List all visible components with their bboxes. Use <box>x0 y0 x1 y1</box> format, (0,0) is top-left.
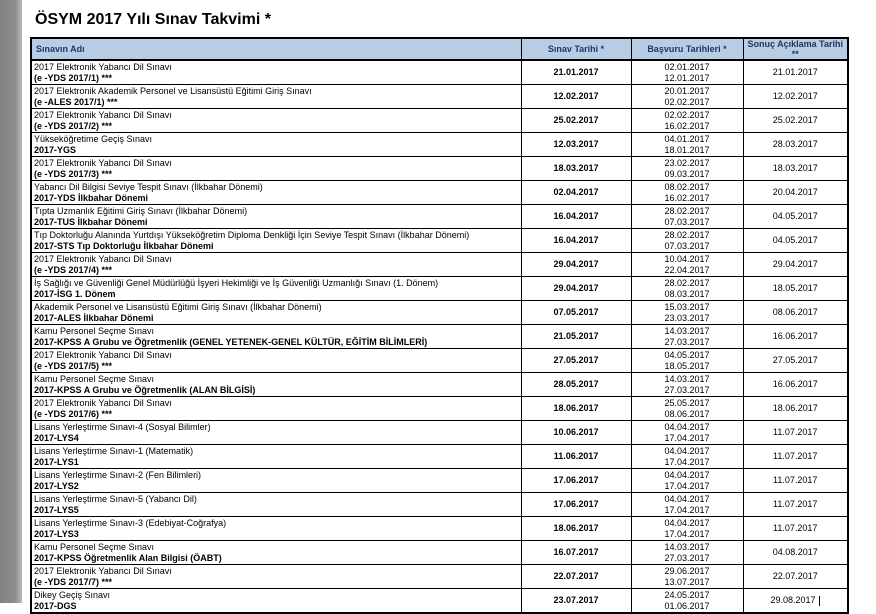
result-date: 22.07.2017 <box>772 571 818 582</box>
exam-name: Akademik Personel ve Lisansüstü Eğitimi Giriş Sınavı (İlkbahar Dönemi) <box>34 302 322 312</box>
application-start-date: 04.01.2017 <box>664 134 710 144</box>
window-left-edge <box>0 0 22 603</box>
exam-schedule-row <box>31 133 848 157</box>
exam-schedule-row <box>31 397 848 421</box>
exam-name-cell <box>31 60 521 85</box>
application-start-date: 14.03.2017 <box>664 374 710 384</box>
column-header-exam-date: Sınav Tarihi * <box>521 38 631 60</box>
exam-code: 2017-LYS3 <box>34 528 79 539</box>
application-end-date: 08.06.2017 <box>664 408 710 419</box>
application-dates-cell <box>631 517 743 541</box>
exam-date-cell: 29.04.2017 <box>521 277 631 301</box>
exam-schedule-row <box>31 541 848 565</box>
exam-code: (e -YDS 2017/4) *** <box>34 264 113 275</box>
application-start-date: 24.05.2017 <box>664 590 710 600</box>
application-dates-cell <box>631 109 743 133</box>
result-date: 18.05.2017 <box>772 283 818 294</box>
exam-code: (e -YDS 2017/5) *** <box>34 360 113 371</box>
result-date: 11.07.2017 <box>773 499 818 510</box>
exam-name: 2017 Elektronik Yabancı Dil Sınavı <box>34 254 172 264</box>
result-date: 11.07.2017 <box>773 427 818 438</box>
exam-name-cell <box>31 85 521 109</box>
application-end-date: 27.03.2017 <box>664 336 710 347</box>
application-dates-cell <box>631 181 743 205</box>
exam-schedule-row <box>31 85 848 109</box>
exam-date-cell: 21.01.2017 <box>521 60 631 85</box>
exam-name: Tıp Doktorluğu Alanında Yurtdışı Yükseköğretim Diploma Denkliği İçin Seviye Tespit Sınavı (İlkbahar Dönemi) <box>34 230 470 240</box>
exam-schedule-row <box>31 325 848 349</box>
exam-name: Lisans Yerleştirme Sınavı-4 (Sosyal Bilimler) <box>34 422 211 432</box>
result-date: 08.06.2017 <box>772 307 818 318</box>
exam-schedule-row <box>31 109 848 133</box>
exam-name: 2017 Elektronik Yabancı Dil Sınavı <box>34 62 172 72</box>
exam-name-cell <box>31 205 521 229</box>
result-date-cell <box>743 157 848 181</box>
result-date: 11.07.2017 <box>773 475 818 486</box>
exam-date-cell: 17.06.2017 <box>521 469 631 493</box>
result-date-cell <box>743 277 848 301</box>
exam-name: 2017 Elektronik Akademik Personel ve Lisansüstü Eğitimi Giriş Sınavı <box>34 86 312 96</box>
exam-schedule-row <box>31 301 848 325</box>
application-dates-cell <box>631 325 743 349</box>
application-end-date: 12.01.2017 <box>664 72 710 83</box>
exam-name-cell <box>31 277 521 301</box>
exam-name-cell <box>31 373 521 397</box>
exam-name: Kamu Personel Seçme Sınavı <box>34 542 155 552</box>
application-end-date: 27.03.2017 <box>664 384 710 395</box>
exam-date-cell: 17.06.2017 <box>521 493 631 517</box>
result-date-cell <box>743 493 848 517</box>
exam-date-cell: 28.05.2017 <box>521 373 631 397</box>
result-date: 20.04.2017 <box>772 187 818 198</box>
application-end-date: 18.01.2017 <box>664 144 710 155</box>
exam-code: 2017-DGS <box>34 600 77 611</box>
application-end-date: 08.03.2017 <box>664 288 710 299</box>
exam-schedule-row <box>31 469 848 493</box>
exam-code: 2017-ALES İlkbahar Dönemi <box>34 312 154 323</box>
application-start-date: 23.02.2017 <box>664 158 710 168</box>
exam-name: İş Sağlığı ve Güvenliği Genel Müdürlüğü İşyeri Hekimliği ve İş Güvenliği Uzmanlığı Sınavı (1. Dönem) <box>34 278 439 288</box>
exam-date-cell: 22.07.2017 <box>521 565 631 589</box>
exam-schedule-row <box>31 565 848 589</box>
exam-code: 2017-LYS2 <box>34 480 79 491</box>
result-date: 16.06.2017 <box>772 379 818 390</box>
application-end-date: 22.04.2017 <box>664 264 710 275</box>
application-start-date: 04.05.2017 <box>664 350 710 360</box>
exam-code: 2017-STS Tıp Doktorluğu İlkbahar Dönemi <box>34 240 214 251</box>
result-date-cell <box>743 589 848 614</box>
exam-schedule-row <box>31 373 848 397</box>
application-dates-cell <box>631 469 743 493</box>
exam-code: 2017-KPSS A Grubu ve Öğretmenlik (GENEL YETENEK-GENEL KÜLTÜR, EĞİTİM BİLİMLERİ) <box>34 336 428 347</box>
exam-name: Kamu Personel Seçme Sınavı <box>34 326 155 336</box>
exam-date-cell: 12.02.2017 <box>521 85 631 109</box>
application-start-date: 02.02.2017 <box>664 110 710 120</box>
application-end-date: 17.04.2017 <box>664 528 710 539</box>
exam-date-cell: 10.06.2017 <box>521 421 631 445</box>
result-date-cell <box>743 301 848 325</box>
result-date: 18.06.2017 <box>772 403 818 414</box>
application-dates-cell <box>631 421 743 445</box>
exam-schedule-row <box>31 589 848 614</box>
application-end-date: 09.03.2017 <box>664 168 710 179</box>
application-start-date: 04.04.2017 <box>664 470 710 480</box>
exam-date-cell: 16.04.2017 <box>521 229 631 253</box>
result-date: 04.05.2017 <box>772 235 818 246</box>
application-start-date: 14.03.2017 <box>664 326 710 336</box>
exam-date-cell: 07.05.2017 <box>521 301 631 325</box>
exam-schedule-row <box>31 421 848 445</box>
result-date-cell <box>743 181 848 205</box>
table-header-row <box>31 38 848 60</box>
application-start-date: 25.05.2017 <box>664 398 710 408</box>
exam-code: (e -YDS 2017/6) *** <box>34 408 113 419</box>
result-date-cell <box>743 133 848 157</box>
result-date-cell <box>743 60 848 85</box>
result-date: 04.08.2017 <box>772 547 818 558</box>
exam-name: Yükseköğretime Geçiş Sınavı <box>34 134 153 144</box>
exam-name: Kamu Personel Seçme Sınavı <box>34 374 155 384</box>
exam-code: 2017-YDS İlkbahar Dönemi <box>34 192 149 203</box>
exam-date-cell: 12.03.2017 <box>521 133 631 157</box>
exam-date-cell: 16.07.2017 <box>521 541 631 565</box>
exam-name: Lisans Yerleştirme Sınavı-2 (Fen Bilimleri) <box>34 470 202 480</box>
application-dates-cell <box>631 277 743 301</box>
result-date: 11.07.2017 <box>773 451 818 462</box>
exam-code: (e -YDS 2017/1) *** <box>34 72 113 83</box>
application-start-date: 28.02.2017 <box>664 206 710 216</box>
application-start-date: 04.04.2017 <box>664 422 710 432</box>
application-start-date: 14.03.2017 <box>664 542 710 552</box>
application-dates-cell <box>631 253 743 277</box>
application-start-date: 04.04.2017 <box>664 518 710 528</box>
application-start-date: 20.01.2017 <box>664 86 710 96</box>
result-date-cell <box>743 325 848 349</box>
result-date: 29.04.2017 <box>772 259 818 270</box>
exam-date-cell: 27.05.2017 <box>521 349 631 373</box>
application-start-date: 10.04.2017 <box>664 254 710 264</box>
application-dates-cell <box>631 541 743 565</box>
application-start-date: 15.03.2017 <box>664 302 710 312</box>
exam-date-cell: 25.02.2017 <box>521 109 631 133</box>
application-dates-cell <box>631 373 743 397</box>
exam-name-cell <box>31 133 521 157</box>
exam-code: 2017-KPSS A Grubu ve Öğretmenlik (ALAN BİLGİSİ) <box>34 384 256 395</box>
result-date: 12.02.2017 <box>772 91 818 102</box>
exam-code: 2017-TUS İlkbahar Dönemi <box>34 216 148 227</box>
result-date-cell <box>743 229 848 253</box>
result-date: 21.01.2017 <box>772 67 818 78</box>
exam-date-cell: 02.04.2017 <box>521 181 631 205</box>
exam-name: Lisans Yerleştirme Sınavı-5 (Yabancı Dil) <box>34 494 197 504</box>
exam-schedule-row <box>31 205 848 229</box>
exam-code: 2017-YGS <box>34 144 77 155</box>
application-dates-cell <box>631 60 743 85</box>
exam-date-cell: 21.05.2017 <box>521 325 631 349</box>
page-title: ÖSYM 2017 Yılı Sınav Takvimi * <box>35 11 271 28</box>
exam-name-cell <box>31 109 521 133</box>
exam-code: (e -YDS 2017/2) *** <box>34 120 113 131</box>
application-end-date: 16.02.2017 <box>664 192 710 203</box>
result-date-cell <box>743 445 848 469</box>
exam-name: Tıpta Uzmanlık Eğitimi Giriş Sınavı (İlkbahar Dönemi) <box>34 206 248 216</box>
application-dates-cell <box>631 397 743 421</box>
result-date-cell <box>743 517 848 541</box>
exam-name-cell <box>31 469 521 493</box>
application-end-date: 17.04.2017 <box>664 480 710 491</box>
result-date-cell <box>743 469 848 493</box>
exam-code: (e -YDS 2017/3) *** <box>34 168 113 179</box>
exam-schedule-row <box>31 517 848 541</box>
exam-schedule-row <box>31 60 848 85</box>
exam-name-cell <box>31 397 521 421</box>
result-date: 28.03.2017 <box>772 139 818 150</box>
result-date-cell <box>743 349 848 373</box>
exam-code: 2017-LYS5 <box>34 504 79 515</box>
application-end-date: 18.05.2017 <box>664 360 710 371</box>
exam-name: 2017 Elektronik Yabancı Dil Sınavı <box>34 110 172 120</box>
exam-name-cell <box>31 253 521 277</box>
exam-name-cell <box>31 565 521 589</box>
application-start-date: 29.06.2017 <box>664 566 710 576</box>
application-end-date: 01.06.2017 <box>664 600 710 611</box>
result-date: 16.06.2017 <box>772 331 818 342</box>
exam-schedule-row <box>31 445 848 469</box>
column-header-result-date: Sonuç Açıklama Tarihi ** <box>743 38 848 60</box>
exam-date-cell: 18.03.2017 <box>521 157 631 181</box>
exam-name: 2017 Elektronik Yabancı Dil Sınavı <box>34 158 172 168</box>
application-end-date: 07.03.2017 <box>664 216 710 227</box>
exam-name: 2017 Elektronik Yabancı Dil Sınavı <box>34 350 172 360</box>
result-date-cell <box>743 421 848 445</box>
application-dates-cell <box>631 301 743 325</box>
exam-name: 2017 Elektronik Yabancı Dil Sınavı <box>34 566 172 576</box>
application-dates-cell <box>631 133 743 157</box>
exam-date-cell: 23.07.2017 <box>521 589 631 614</box>
application-dates-cell <box>631 229 743 253</box>
exam-code: 2017-İSG 1. Dönem <box>34 288 116 299</box>
exam-name-cell <box>31 229 521 253</box>
application-end-date: 16.02.2017 <box>664 120 710 131</box>
exam-name: Dikey Geçiş Sınavı <box>34 590 111 600</box>
application-end-date: 17.04.2017 <box>664 456 710 467</box>
application-end-date: 02.02.2017 <box>664 96 710 107</box>
application-dates-cell <box>631 85 743 109</box>
application-dates-cell <box>631 445 743 469</box>
application-end-date: 17.04.2017 <box>664 432 710 443</box>
exam-code: (e -ALES 2017/1) *** <box>34 96 118 107</box>
exam-name-cell <box>31 541 521 565</box>
application-start-date: 28.02.2017 <box>664 230 710 240</box>
exam-name-cell <box>31 325 521 349</box>
exam-code: 2017-LYS1 <box>34 456 79 467</box>
exam-name-cell <box>31 181 521 205</box>
result-date-cell <box>743 397 848 421</box>
application-start-date: 04.04.2017 <box>664 446 710 456</box>
application-dates-cell <box>631 157 743 181</box>
application-dates-cell <box>631 493 743 517</box>
application-start-date: 04.04.2017 <box>664 494 710 504</box>
exam-name: Yabancı Dil Bilgisi Seviye Tespit Sınavı (İlkbahar Dönemi) <box>34 182 263 192</box>
exam-name-cell <box>31 349 521 373</box>
application-dates-cell <box>631 565 743 589</box>
result-date-cell <box>743 205 848 229</box>
result-date-cell <box>743 109 848 133</box>
exam-schedule-row <box>31 493 848 517</box>
application-end-date: 17.04.2017 <box>664 504 710 515</box>
exam-name-cell <box>31 445 521 469</box>
column-header-exam-name: Sınavın Adı <box>31 38 521 60</box>
application-start-date: 02.01.2017 <box>664 62 710 72</box>
result-date: 25.02.2017 <box>772 115 818 126</box>
exam-date-cell: 11.06.2017 <box>521 445 631 469</box>
exam-name: Lisans Yerleştirme Sınavı-3 (Edebiyat-Coğrafya) <box>34 518 227 528</box>
application-start-date: 08.02.2017 <box>664 182 710 192</box>
exam-schedule-row <box>31 253 848 277</box>
exam-schedule-row <box>31 277 848 301</box>
application-dates-cell <box>631 589 743 614</box>
text-caret <box>819 596 820 606</box>
result-date: 27.05.2017 <box>772 355 818 366</box>
application-dates-cell <box>631 205 743 229</box>
exam-name: 2017 Elektronik Yabancı Dil Sınavı <box>34 398 172 408</box>
application-start-date: 28.02.2017 <box>664 278 710 288</box>
exam-date-cell: 18.06.2017 <box>521 397 631 421</box>
application-end-date: 23.03.2017 <box>664 312 710 323</box>
document-page <box>22 0 876 611</box>
exam-date-cell: 29.04.2017 <box>521 253 631 277</box>
exam-schedule-row <box>31 181 848 205</box>
exam-schedule-row <box>31 229 848 253</box>
column-header-application-dates: Başvuru Tarihleri * <box>631 38 743 60</box>
result-date: 04.05.2017 <box>772 211 818 222</box>
exam-schedule-row <box>31 157 848 181</box>
exam-name-cell <box>31 493 521 517</box>
exam-name-cell <box>31 517 521 541</box>
exam-date-cell: 18.06.2017 <box>521 517 631 541</box>
result-date-cell <box>743 373 848 397</box>
application-dates-cell <box>631 349 743 373</box>
exam-schedule-table <box>30 37 849 614</box>
result-date-cell <box>743 85 848 109</box>
application-end-date: 27.03.2017 <box>664 552 710 563</box>
exam-name: Lisans Yerleştirme Sınavı-1 (Matematik) <box>34 446 194 456</box>
result-date-cell <box>743 253 848 277</box>
exam-date-cell: 16.04.2017 <box>521 205 631 229</box>
exam-name-cell <box>31 157 521 181</box>
result-date: 29.08.2017 <box>770 595 816 606</box>
result-date: 11.07.2017 <box>773 523 818 534</box>
result-date-cell <box>743 565 848 589</box>
exam-schedule-row <box>31 349 848 373</box>
result-date: 18.03.2017 <box>772 163 818 174</box>
result-date-cell <box>743 541 848 565</box>
exam-name-cell <box>31 301 521 325</box>
exam-name-cell <box>31 589 521 614</box>
application-end-date: 13.07.2017 <box>664 576 710 587</box>
exam-code: (e -YDS 2017/7) *** <box>34 576 113 587</box>
exam-code: 2017-KPSS Öğretmenlik Alan Bilgisi (ÖABT) <box>34 552 222 563</box>
application-end-date: 07.03.2017 <box>664 240 710 251</box>
exam-code: 2017-LYS4 <box>34 432 79 443</box>
exam-name-cell <box>31 421 521 445</box>
